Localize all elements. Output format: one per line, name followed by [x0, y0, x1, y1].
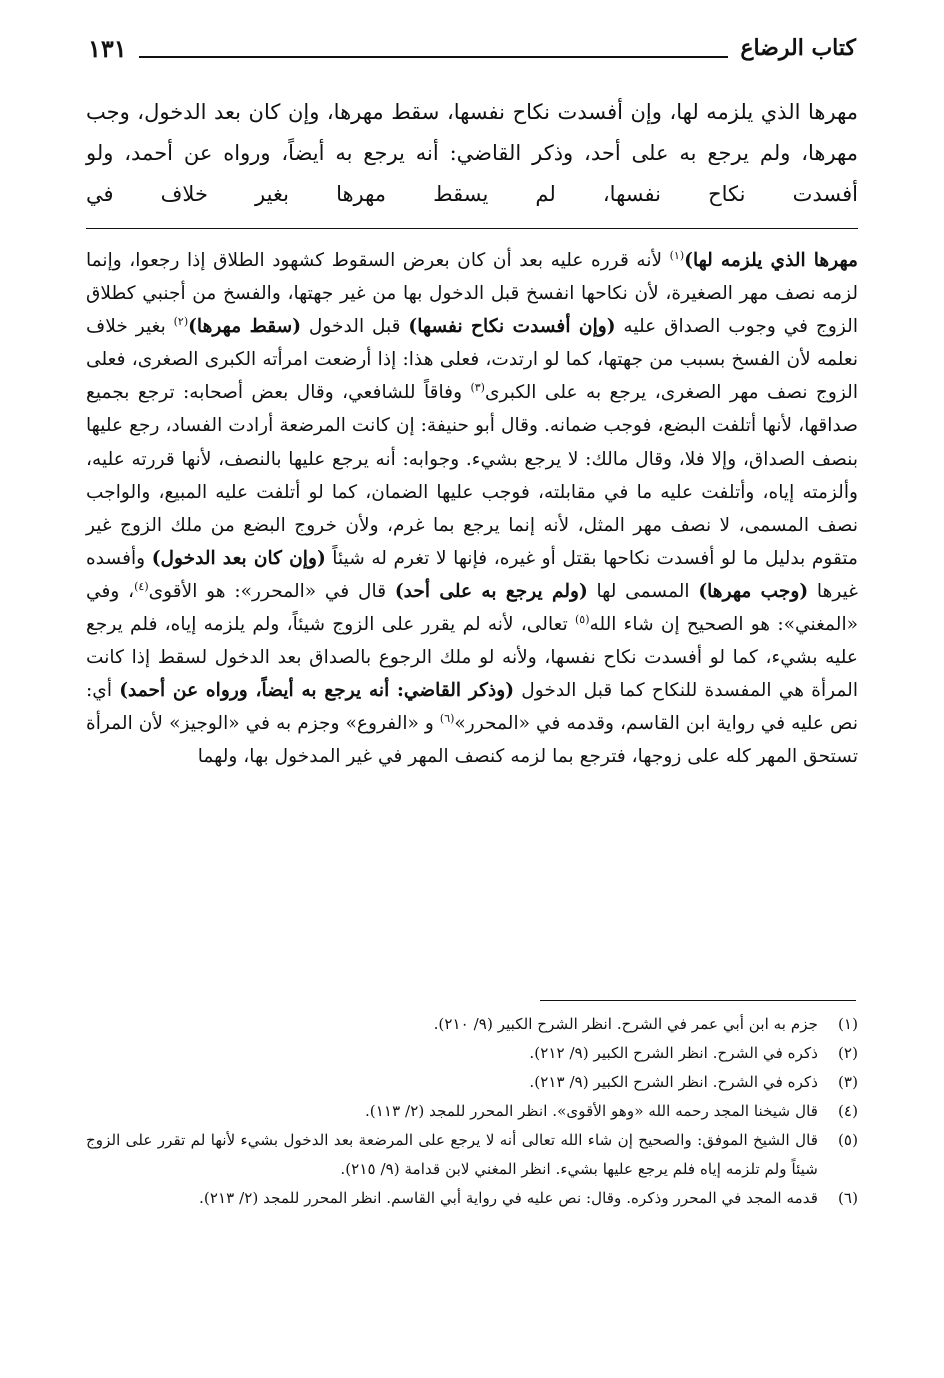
footnote-item	[86, 1010, 858, 1039]
footnote-text: قدمه المجد في المحرر وذكره. وقال: نص عليه في رواية أبي القاسم. انظر المحرر للمجد (٢/ ٢١٣).	[199, 1189, 818, 1207]
footnote-text: قال شيخنا المجد رحمه الله «وهو الأقوى». انظر المحرر للمجد (٢/ ١١٣).	[364, 1102, 818, 1120]
commentary-text-3: بغير خلاف نعلمه لأن الفسخ بسبب من جهتها، كما لو ارتدت، فعلى هذا: إذا أرضعت امرأته الكبرى الصغرى، فعلى الزوج نصف مهر الصغرى، يرجع به على الكبرى	[86, 316, 858, 404]
quote-7: (ولم يرجع به على أحد)	[394, 580, 588, 602]
footnote-ref-4[interactable]: (٤)	[134, 579, 149, 593]
commentary-text-11: و «الفروع» وجزم به في «الوجيز» لأن المرأة تستحق المهر كله على زوجها، فترجع بما لزمه كنصف المهر في غير المدخول بها، ولهما	[86, 713, 858, 768]
footnote-number: (٢)	[837, 1044, 858, 1062]
commentary-text-5: وأفسده غيرها	[86, 547, 859, 602]
footnotes	[86, 1010, 858, 1213]
quote-10: (وذكر القاضي: أنه يرجع به أيضاً، ورواه عن أحمد)	[119, 680, 515, 702]
main-text	[86, 92, 858, 215]
footnote-number: (١)	[837, 1015, 858, 1033]
footnote-separator	[540, 1000, 856, 1001]
footnote-ref-3[interactable]: (٣)	[470, 381, 485, 395]
footnote-number: (٣)	[837, 1073, 858, 1091]
commentary-text-2: قبل الدخول	[301, 316, 409, 338]
footnote-ref-2[interactable]: (٢)	[173, 315, 189, 328]
commentary-text-7: قال في «المحرر»: هو الأقوى	[148, 580, 395, 602]
footnote-number: (٦)	[837, 1189, 858, 1207]
footnote-text: ذكره في الشرح. انظر الشرح الكبير (٩/ ٢١٣).	[529, 1073, 818, 1091]
commentary-text-9: تعالى، لأنه لم يقرر على الزوج شيئاً، ولم يلزمه إياه، فلم يرجع عليه بشيء، كما لو أفسدت نكاح نفسها، ولأنه لو ملك الرجوع بالصداق بعد الدخول لسقط إذا كانت المرأة هي المفسدة للنكاح كما قبل الدخول	[86, 614, 858, 702]
footnote-number: (٤)	[837, 1102, 858, 1120]
page-header	[88, 28, 856, 68]
commentary-text-4: وفاقاً للشافعي، وقال بعض أصحابه: ترجع بجميع صداقها، لأنها أتلفت البضع، فوجب ضمانه. وقال أبو حنيفة: إن كانت المرضعة أرادت الفساد، رجع عليها بنصف الصداق، وإلا فلا، وقال مالك: لا يرجع بشيء. وجوابه: أنه يرجع عليها بالنصف، لأنها قررته عليه، وألزمته إياه، وأتلفت عليه ما في مقابلته، فوجب عليها الضمان، كما لو أتلفت عليه المبيع، والواجب نصف المسمى، لا نصف مهر المثل، لأنه إنما يرجع بما غرم، ولأن خروج البضع من ملك الزوج غير متقوم بدليل ما لو أفسدت نكاحها بقتل أو غيره، فإنها لا تغرم له شيئاً	[86, 382, 858, 569]
page-number: ١٣١	[88, 33, 127, 63]
footnote-item	[86, 1126, 858, 1184]
footnote-ref-5[interactable]: (٥)	[574, 612, 590, 626]
commentary-text-6: المسمى لها	[587, 580, 699, 602]
footnote-ref-6[interactable]: (٦)	[439, 712, 455, 726]
commentary-text-10: أي: نص عليه في رواية ابن القاسم، وقدمه في «المحرر»	[86, 680, 858, 735]
footnote-text: قال الشيخ الموفق: والصحيح إن شاء الله تعالى أنه لا يرجع على المرضعة بعد الدخول بشيء لأنها لم تقرر على الزوج شيئاً ولم تلزمه إياه فلم يرجع عليها بشيء. انظر المغني لابن قدامة (٩/ ٢١٥).	[86, 1131, 818, 1178]
footnote-item	[86, 1097, 858, 1126]
quote-5: (وإن كان بعد الدخول)	[151, 547, 326, 569]
quote-2: (وإن أفسدت نكاح نفسها)	[408, 316, 616, 338]
footnote-item	[86, 1068, 858, 1097]
text-separator	[86, 228, 858, 229]
quote-6: (وجب مهرها)	[698, 580, 809, 602]
header-rule	[139, 56, 729, 58]
footnote-item	[86, 1039, 858, 1068]
commentary-paragraph	[86, 244, 858, 774]
main-text-paragraph: مهرها الذي يلزمه لها، وإن أفسدت نكاح نفسها، سقط مهرها، وإن كان بعد الدخول، وجب مهرها، ولم يرجع به على أحد، وذكر القاضي: أنه يرجع به أيضاً، ورواه عن أحمد، ولو أفسدت نكاح نفسها، لم يسقط مهرها بغير خلاف في	[86, 100, 858, 206]
book-title: كتاب الرضاع	[740, 35, 856, 61]
commentary-text-8: ، وفي «المغني»: هو الصحيح إن شاء الله	[86, 580, 858, 636]
footnote-text: جزم به ابن أبي عمر في الشرح. انظر الشرح الكبير (٩/ ٢١٠).	[433, 1015, 818, 1033]
quote-1: مهرها الذي يلزمه لها)	[684, 250, 858, 271]
commentary-text-1: لأنه قرره عليه بعد أن كان بعرض السقوط كشهود الطلاق إذا رجعوا، وإنما لزمه نصف مهر الصغيرة، لأن نكاحها انفسخ قبل الدخول بها من غير جهتها، والفسخ من أجنبي كطلاق الزوج في وجوب الصداق عليه	[86, 250, 859, 338]
footnote-number: (٥)	[837, 1131, 858, 1149]
commentary	[86, 244, 858, 774]
footnote-ref-1[interactable]: (١)	[669, 248, 685, 262]
footnote-item	[86, 1184, 858, 1213]
footnote-text: ذكره في الشرح. انظر الشرح الكبير (٩/ ٢١٢).	[529, 1044, 818, 1062]
quote-3: (سقط مهرها)	[188, 316, 302, 338]
